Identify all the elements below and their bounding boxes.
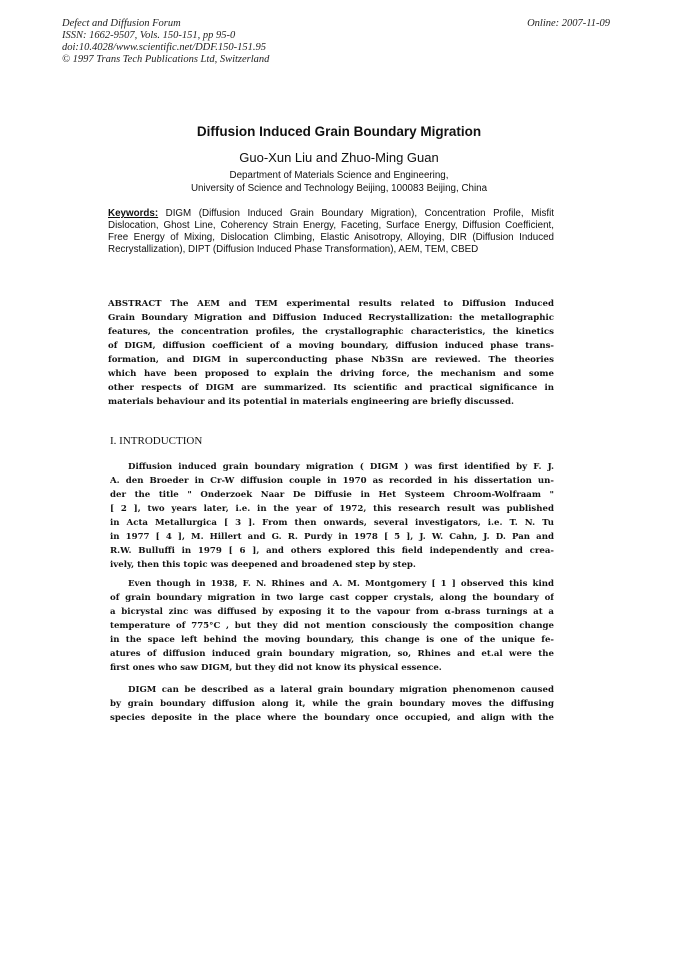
paragraph-line: in Acta Metallurgica [ 3 ]. From then onwards, several investigators, i.e. T. N. Tu xyxy=(110,518,554,528)
section-heading: I. INTRODUCTION xyxy=(110,435,203,447)
paragraph-line: of grain boundary migration in two large cast copper crystals, along the boundary of xyxy=(110,593,554,603)
abstract-line: materials behaviour and its potential in materials engineering are briefly discussed. xyxy=(108,397,515,407)
paragraph-line: Even though in 1938, F. N. Rhines and A. M. Montgomery [ 1 ] observed this kind xyxy=(128,579,554,589)
paper-authors: Guo-Xun Liu and Zhuo-Ming Guan xyxy=(239,150,439,165)
paper-title: Diffusion Induced Grain Boundary Migration xyxy=(196,124,482,139)
paragraph-line: DIGM can be described as a lateral grain boundary migration phenomenon caused xyxy=(128,685,554,695)
paragraph-3 xyxy=(110,683,554,725)
abstract-line: of DIGM, diffusion coefficient of a moving boundary, diffusion induced phase trans- xyxy=(108,341,554,351)
abstract-line: which have been proposed to explain the driving force, the mechanism and some xyxy=(108,369,554,379)
paragraph-2 xyxy=(110,577,554,675)
paragraph-line: der the title " Onderzoek Naar De Diffusie in Het Systeem Chroom-Wolfraam " xyxy=(110,490,554,500)
paragraph-line: in the space left behind the moving boundary, this change is one of the unique fe- xyxy=(110,635,554,645)
keywords-label: Keywords: xyxy=(108,208,159,219)
keywords xyxy=(108,208,554,256)
abstract-line: ABSTRACT The AEM and TEM experimental results related to Diffusion Induced xyxy=(108,299,554,309)
paragraph-line: R.W. Bulluffi in 1979 [ 6 ], and others explored this field independently and crea- xyxy=(110,546,554,556)
paragraph-line: by grain boundary diffusion along it, while the grain boundary moves the diffusing xyxy=(110,699,554,709)
paragraph-line: atures of diffusion induced grain boundary migration, so, Rhines and et.al were the xyxy=(110,649,554,659)
keywords-text: DIGM (Diffusion Induced Grain Boundary Migration), Concentration Profile, Misfit Dislocation, Ghost Line, Coherency Strain Energy, Faceting, Surface Energy, Diffusion Coefficient, Free Energy of Mixing, Dislocation Climbing, Elastic Anisotropy, Alloying, DIR (Diffusion Induced Recrystallization), DIPT (Diffusion Induced Phase Transformation), AEM, TEM, CBED xyxy=(108,208,554,255)
paragraph-1 xyxy=(110,460,554,572)
paragraph-line: a bicrystal zinc was diffused by exposing it to the vapour from α-brass turnings at a xyxy=(110,607,554,617)
paragraph-line: species deposite in the place where the boundary once occupied, and align with the xyxy=(110,713,554,723)
paragraph-line: in 1977 [ 4 ], M. Hillert and G. R. Purdy in 1978 [ 5 ], J. W. Cahn, J. D. Pan and xyxy=(110,532,554,542)
journal-header xyxy=(62,18,382,66)
paragraph-line: ively, then this topic was deepened and broadened step by step. xyxy=(110,560,416,570)
journal-name: Defect and Diffusion Forum xyxy=(62,18,181,29)
paragraph-line: first ones who saw DIGM, but they did not know its physical essence. xyxy=(110,663,442,673)
paragraph-line: Diffusion induced grain boundary migration ( DIGM ) was first identified by F. J. xyxy=(128,462,554,472)
abstract-line: Grain Boundary Migration and Diffusion Induced Recrystallization: the metallographic xyxy=(108,313,554,323)
affiliation-line-1: Department of Materials Science and Engineering, xyxy=(229,170,449,181)
online-date: Online: 2007-11-09 xyxy=(527,18,610,29)
affiliation xyxy=(0,170,678,195)
abstract-line: other respects of DIGM are summarized. Its scientific and practical significance in xyxy=(108,383,554,393)
doi-line: doi:10.4028/www.scientific.net/DDF.150-151.95 xyxy=(62,42,267,53)
copyright-line: © 1997 Trans Tech Publications Ltd, Switzerland xyxy=(62,54,270,65)
issn-line: ISSN: 1662-9507, Vols. 150-151, pp 95-0 xyxy=(62,30,236,41)
abstract-line: formation, and DIGM in superconducting phase Nb3Sn are reviewed. The theories xyxy=(108,355,554,365)
paragraph-line: [ 2 ], two years later, i.e. in the year of 1972, this research result was published xyxy=(110,504,554,514)
paragraph-line: A. den Broeder in Cr-W diffusion couple in 1970 as recorded in his dissertation un- xyxy=(110,476,554,486)
abstract-line: features, the concentration profiles, the crystallographic characteristics, the kinetics xyxy=(108,327,554,337)
paragraph-line: temperature of 775°C , but they did not mention consciously the composition change xyxy=(110,621,554,631)
affiliation-line-2: University of Science and Technology Beijing, 100083 Beijing, China xyxy=(190,182,488,194)
abstract xyxy=(108,297,554,409)
